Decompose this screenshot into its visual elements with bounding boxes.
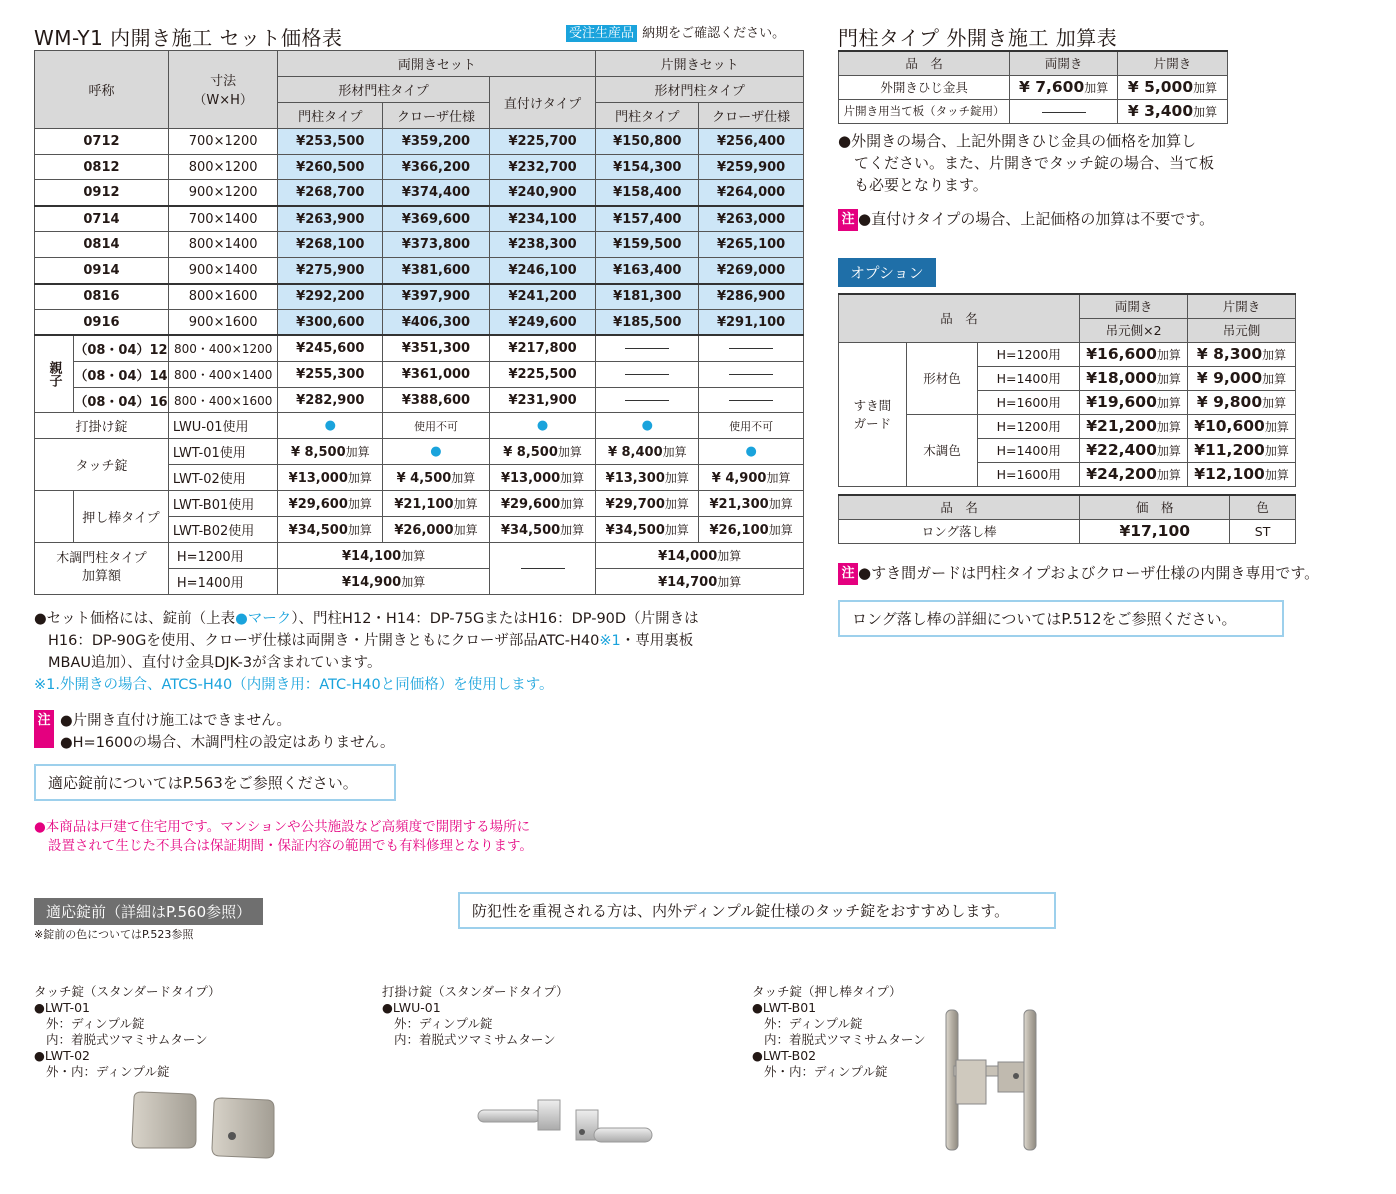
product-line: 外・内：ディンプル錠	[46, 1064, 170, 1079]
price-cell: ¥16,600加算	[1080, 342, 1188, 366]
t3-price: ¥17,100	[1080, 519, 1230, 543]
price-cell: ¥397,900	[383, 284, 490, 310]
price-cell: ¥158,400	[596, 180, 699, 206]
price-cell: ¥14,700加算	[596, 568, 804, 594]
price-cell: ¥268,700	[278, 180, 383, 206]
row-code: 0814	[35, 232, 169, 258]
included-dot: ●	[278, 413, 383, 439]
uchikake-model: LWU-01使用	[168, 413, 278, 439]
price-cell: ¥275,900	[278, 258, 383, 284]
t2-header-double-2: 吊元側×2	[1080, 318, 1188, 342]
header-closer-single: クローザ仕様	[699, 102, 804, 128]
row-size: 900×1400	[168, 258, 278, 284]
price-cell: ¥14,000加算	[596, 542, 804, 568]
recommend-box: 防犯性を重視される方は、内外ディンプル錠仕様のタッチ錠をおすすめします。	[458, 892, 1056, 929]
price-cell: ¥181,300	[596, 284, 699, 310]
price-cell: ¥ 8,500加算	[278, 439, 383, 465]
product-line: 内：着脱式ツマミサムターン	[764, 1032, 926, 1047]
t2-header-single: 片開き	[1188, 294, 1296, 318]
included-dot: ●	[596, 413, 699, 439]
row-code: 0816	[35, 284, 169, 310]
price-cell: ¥26,100加算	[699, 517, 804, 543]
option-height: H=1400用	[978, 366, 1080, 390]
header-post-type-single: 門柱タイプ	[596, 102, 699, 128]
table-row	[839, 342, 1296, 366]
option-height: H=1600用	[978, 462, 1080, 486]
included-dot: ●	[699, 439, 804, 465]
header-name: 呼称	[35, 51, 169, 129]
product-line: タッチ錠（押し棒タイプ）	[752, 984, 902, 999]
empty-dash	[699, 335, 804, 361]
price-cell: ¥11,200加算	[1188, 438, 1296, 462]
price-cell: ¥369,600	[383, 206, 490, 232]
t2-header-single-2: 吊元側	[1188, 318, 1296, 342]
price-cell: ¥225,500	[489, 361, 596, 387]
table-row	[35, 387, 804, 413]
price-cell: ¥286,900	[699, 284, 804, 310]
price-cell: ¥24,200加算	[1080, 462, 1188, 486]
row-size: 700×1400	[168, 206, 278, 232]
row-code: （08・04）14	[74, 361, 169, 387]
price-cell: ¥ 4,500加算	[383, 465, 490, 491]
set-price-table	[34, 50, 804, 595]
table-row	[35, 361, 804, 387]
price-cell: ¥13,300加算	[596, 465, 699, 491]
price-cell: ¥29,700加算	[596, 491, 699, 517]
price-cell: ¥26,000加算	[383, 517, 490, 543]
price-cell: ¥21,100加算	[383, 491, 490, 517]
price-cell: ¥ 7,600加算	[1010, 75, 1118, 99]
price-cell: ¥238,300	[489, 232, 596, 258]
price-cell: ¥12,100加算	[1188, 462, 1296, 486]
price-cell: ¥29,600加算	[278, 491, 383, 517]
oshibo-label: 押し棒タイプ	[74, 491, 169, 543]
table-row	[35, 232, 804, 258]
touch-model-2: LWT-02使用	[168, 465, 278, 491]
header-single: 片開きセット	[596, 51, 804, 77]
table-row	[35, 258, 804, 284]
price-cell: ¥292,200	[278, 284, 383, 310]
price-cell: ¥361,000	[383, 361, 490, 387]
empty-dash	[596, 335, 699, 361]
price-cell: ¥150,800	[596, 128, 699, 154]
touch-model-1: LWT-01使用	[168, 439, 278, 465]
header-direct: 直付けタイプ	[489, 76, 596, 128]
row-size: 800×1200	[168, 154, 278, 180]
empty-dash	[489, 542, 596, 594]
price-cell: ¥241,200	[489, 284, 596, 310]
header-closer: クローザ仕様	[383, 102, 490, 128]
price-cell: ¥300,600	[278, 309, 383, 335]
price-cell: ¥256,400	[699, 128, 804, 154]
t1-name-1: 外開きひじ金具	[839, 75, 1010, 99]
row-code: 0916	[35, 309, 169, 335]
product-line: ●LWT-02	[34, 1048, 90, 1063]
price-cell: ¥406,300	[383, 309, 490, 335]
empty-dash	[699, 361, 804, 387]
oshibo-model-2: LWT-B02使用	[168, 517, 278, 543]
price-cell: ¥34,500加算	[489, 517, 596, 543]
price-cell: ¥255,300	[278, 361, 383, 387]
table-row	[35, 128, 804, 154]
wood-label: 木調門柱タイプ 加算額	[35, 542, 169, 594]
price-cell: ¥291,100	[699, 309, 804, 335]
product-line: タッチ錠（スタンダードタイプ）	[34, 984, 221, 999]
row-size: 800・400×1400	[168, 361, 278, 387]
price-cell: ¥ 9,800加算	[1188, 390, 1296, 414]
right-caution-2: 注 ●すき間ガードは門柱タイプおよびクローザ仕様の内開き専用です。	[838, 562, 1319, 585]
t3-color: ST	[1230, 519, 1296, 543]
price-cell: ¥ 8,400加算	[596, 439, 699, 465]
table-row	[839, 414, 1296, 438]
set-price-notes: ●セット価格には、錠前（上表●マーク）、門柱H12・H14：DP-75GまたはH16：DP-90D（片開きは H16：DP-90Gを使用、クローザ仕様は両開き・片開きともにクローザ部品ATC-H40※1・専用裏板 MBAU追加）、直付け金具DJK-3が含まれています。 ※1.外開きの場合、ATCS-H40（内開き用：ATC-H40と同価格）を使用します。	[34, 611, 699, 693]
empty-dash	[596, 387, 699, 413]
table-row	[35, 335, 804, 361]
t3-header-price: 価 格	[1080, 495, 1230, 519]
price-cell: ¥282,900	[278, 387, 383, 413]
row-size: 900×1600	[168, 309, 278, 335]
price-cell: ¥14,100加算	[278, 542, 489, 568]
price-cell: ¥381,600	[383, 258, 490, 284]
right-title: 門柱タイプ 外開き施工 加算表	[838, 26, 1118, 50]
t1-name-2: 片開き用当て板（タッチ錠用）	[839, 99, 1010, 123]
row-code: 0912	[35, 180, 169, 206]
price-cell: ¥232,700	[489, 154, 596, 180]
product-line: ●LWT-B01	[752, 1000, 817, 1015]
wood-h1200: H=1200用	[168, 542, 278, 568]
table-row	[35, 180, 804, 206]
oshibo-model-1: LWT-B01使用	[168, 491, 278, 517]
price-cell: ¥373,800	[383, 232, 490, 258]
table-row	[35, 284, 804, 310]
price-cell: ¥359,200	[383, 128, 490, 154]
price-cell: ¥351,300	[383, 335, 490, 361]
t3-name: ロング落し棒	[839, 519, 1080, 543]
caution-block: 注 ●片開き直付け施工はできません。 ●H=1600の場合、木調門柱の設定はありません。	[34, 710, 394, 754]
price-cell: ¥234,100	[489, 206, 596, 232]
caution-mark: 注	[838, 563, 858, 585]
option-group: すき間 ガード	[839, 342, 907, 486]
not-available: 使用不可	[699, 413, 804, 439]
option-height: H=1200用	[978, 414, 1080, 438]
price-cell: ¥154,300	[596, 154, 699, 180]
oyako-label: 親子	[35, 335, 74, 413]
price-cell: ¥217,800	[489, 335, 596, 361]
price-cell: ¥260,500	[278, 154, 383, 180]
included-dot: ●	[489, 413, 596, 439]
price-cell: ¥ 3,400加算	[1118, 99, 1228, 123]
price-cell: ¥388,600	[383, 387, 490, 413]
price-cell: ¥225,700	[489, 128, 596, 154]
ref-box-long-bolt: ロング落し棒の詳細についてはP.512をご参照ください。	[838, 600, 1284, 637]
header-profile-post: 形材門柱タイプ	[278, 76, 489, 102]
t3-header-color: 色	[1230, 495, 1296, 519]
option-tag: オプション	[838, 258, 936, 287]
price-cell: ¥245,600	[278, 335, 383, 361]
made-to-order-badge: 受注生産品	[566, 25, 637, 42]
product-line: 外：ディンプル錠	[764, 1016, 863, 1031]
price-cell: ¥157,400	[596, 206, 699, 232]
price-cell: ¥374,400	[383, 180, 490, 206]
table-row	[35, 154, 804, 180]
price-cell: ¥21,300加算	[699, 491, 804, 517]
row-code: 0812	[35, 154, 169, 180]
uchikake-label: 打掛け錠	[35, 413, 169, 439]
header-post-type: 門柱タイプ	[278, 102, 383, 128]
price-cell: ¥159,500	[596, 232, 699, 258]
row-code: 0714	[35, 206, 169, 232]
price-cell: ¥185,500	[596, 309, 699, 335]
price-cell: ¥264,000	[699, 180, 804, 206]
product-line: 内：着脱式ツマミサムターン	[394, 1032, 556, 1047]
t1-header-single: 片開き	[1118, 51, 1228, 75]
option-table	[838, 293, 1296, 487]
price-cell: ¥10,600加算	[1188, 414, 1296, 438]
row-size: 800×1400	[168, 232, 278, 258]
option-height: H=1600用	[978, 390, 1080, 414]
product-line: 外：ディンプル錠	[394, 1016, 493, 1031]
price-cell: ¥253,500	[278, 128, 383, 154]
empty-dash	[699, 387, 804, 413]
color-wood: 木調色	[906, 414, 978, 486]
price-cell: ¥ 8,500加算	[489, 439, 596, 465]
price-cell: ¥ 4,900加算	[699, 465, 804, 491]
product-line: 外・内：ディンプル錠	[764, 1064, 888, 1079]
table-row	[35, 206, 804, 232]
long-bolt-table	[838, 494, 1296, 544]
header-size: 寸法 （W×H）	[168, 51, 278, 129]
product-line: ●LWT-01	[34, 1000, 90, 1015]
price-cell: ¥22,400加算	[1080, 438, 1188, 462]
row-code: 0914	[35, 258, 169, 284]
product-uchikake	[382, 984, 569, 1048]
price-cell: ¥34,500加算	[278, 517, 383, 543]
price-cell: ¥263,000	[699, 206, 804, 232]
price-cell: ¥ 5,000加算	[1118, 75, 1228, 99]
t2-header-double: 両開き	[1080, 294, 1188, 318]
push-bar-lock-image	[940, 1006, 1040, 1156]
row-size: 900×1200	[168, 180, 278, 206]
row-size: 800×1600	[168, 284, 278, 310]
price-cell: ¥231,900	[489, 387, 596, 413]
price-cell: ¥249,600	[489, 309, 596, 335]
price-cell: ¥34,500加算	[596, 517, 699, 543]
t2-header-name: 品 名	[839, 294, 1080, 342]
t1-header-name: 品 名	[839, 51, 1010, 75]
price-cell: ¥29,600加算	[489, 491, 596, 517]
wood-h1400: H=1400用	[168, 568, 278, 594]
included-dot: ●	[383, 439, 490, 465]
price-cell: ¥259,900	[699, 154, 804, 180]
ref-box-lock: 適応錠前についてはP.563をご参照ください。	[34, 764, 396, 801]
price-cell: ¥14,900加算	[278, 568, 489, 594]
product-line: 内：着脱式ツマミサムターン	[46, 1032, 208, 1047]
price-cell: ¥ 8,300加算	[1188, 342, 1296, 366]
not-available: 使用不可	[383, 413, 490, 439]
caution-mark: 注	[838, 209, 858, 231]
lock-color-note: ※錠前の色についてはP.523参照	[34, 928, 194, 941]
price-cell: ¥21,200加算	[1080, 414, 1188, 438]
price-cell: ¥ 9,000加算	[1188, 366, 1296, 390]
price-cell: ¥366,200	[383, 154, 490, 180]
touch-label: タッチ錠	[35, 439, 169, 491]
caution-mark: 注	[34, 710, 54, 748]
outer-opening-table	[838, 50, 1228, 124]
badge-note: 納期をご確認ください。	[642, 26, 786, 41]
t1-header-double: 両開き	[1010, 51, 1118, 75]
price-cell: ¥269,000	[699, 258, 804, 284]
touch-lock-image	[128, 1090, 278, 1160]
product-line: 外：ディンプル錠	[46, 1016, 145, 1031]
price-cell: ¥18,000加算	[1080, 366, 1188, 390]
price-cell: ¥19,600加算	[1080, 390, 1188, 414]
table-row	[35, 309, 804, 335]
row-size: 800・400×1600	[168, 387, 278, 413]
right-notes: ●外開きの場合、上記外開きひじ金具の価格を加算し てください。また、片開きでタッチ錠の場合、当て板 も必要となります。	[838, 132, 1215, 194]
header-profile-post-single: 形材門柱タイプ	[596, 76, 804, 102]
product-touch-standard	[34, 984, 221, 1080]
row-size: 800・400×1200	[168, 335, 278, 361]
product-line: ●LWU-01	[382, 1000, 441, 1015]
right-caution: 注 ●直付けタイプの場合、上記価格の加算は不要です。	[838, 208, 1214, 231]
header-double: 両開きセット	[278, 51, 596, 77]
latch-lock-image	[476, 1096, 656, 1156]
row-code: （08・04）16	[74, 387, 169, 413]
price-cell: ¥268,100	[278, 232, 383, 258]
row-code: （08・04）12	[74, 335, 169, 361]
price-cell: ¥163,400	[596, 258, 699, 284]
color-profile: 形材色	[906, 342, 978, 414]
row-code: 0712	[35, 128, 169, 154]
empty-dash	[596, 361, 699, 387]
product-line: 打掛け錠（スタンダードタイプ）	[382, 984, 569, 999]
warning-note: ●本商品は戸建て住宅用です。マンションや公共施設など高頻度で開閉する場所に 設置されて生じた不具合は保証期間・保証内容の範囲でも有料修理となります。	[34, 819, 533, 854]
price-cell: ¥13,000加算	[278, 465, 383, 491]
t3-header-name: 品 名	[839, 495, 1080, 519]
price-cell: ¥13,000加算	[489, 465, 596, 491]
option-height: H=1400用	[978, 438, 1080, 462]
price-cell: ¥265,100	[699, 232, 804, 258]
applicable-lock-tag: 適応錠前（詳細はP.560参照）	[34, 898, 263, 925]
row-size: 700×1200	[168, 128, 278, 154]
page-title: WM-Y1 内開き施工 セット価格表	[34, 26, 343, 50]
product-line: ●LWT-B02	[752, 1048, 817, 1063]
badge-row	[566, 22, 785, 41]
price-cell: ¥240,900	[489, 180, 596, 206]
option-height: H=1200用	[978, 342, 1080, 366]
price-cell: ¥263,900	[278, 206, 383, 232]
product-touch-pushbar	[752, 984, 926, 1080]
empty-dash	[1010, 99, 1118, 123]
price-cell: ¥246,100	[489, 258, 596, 284]
